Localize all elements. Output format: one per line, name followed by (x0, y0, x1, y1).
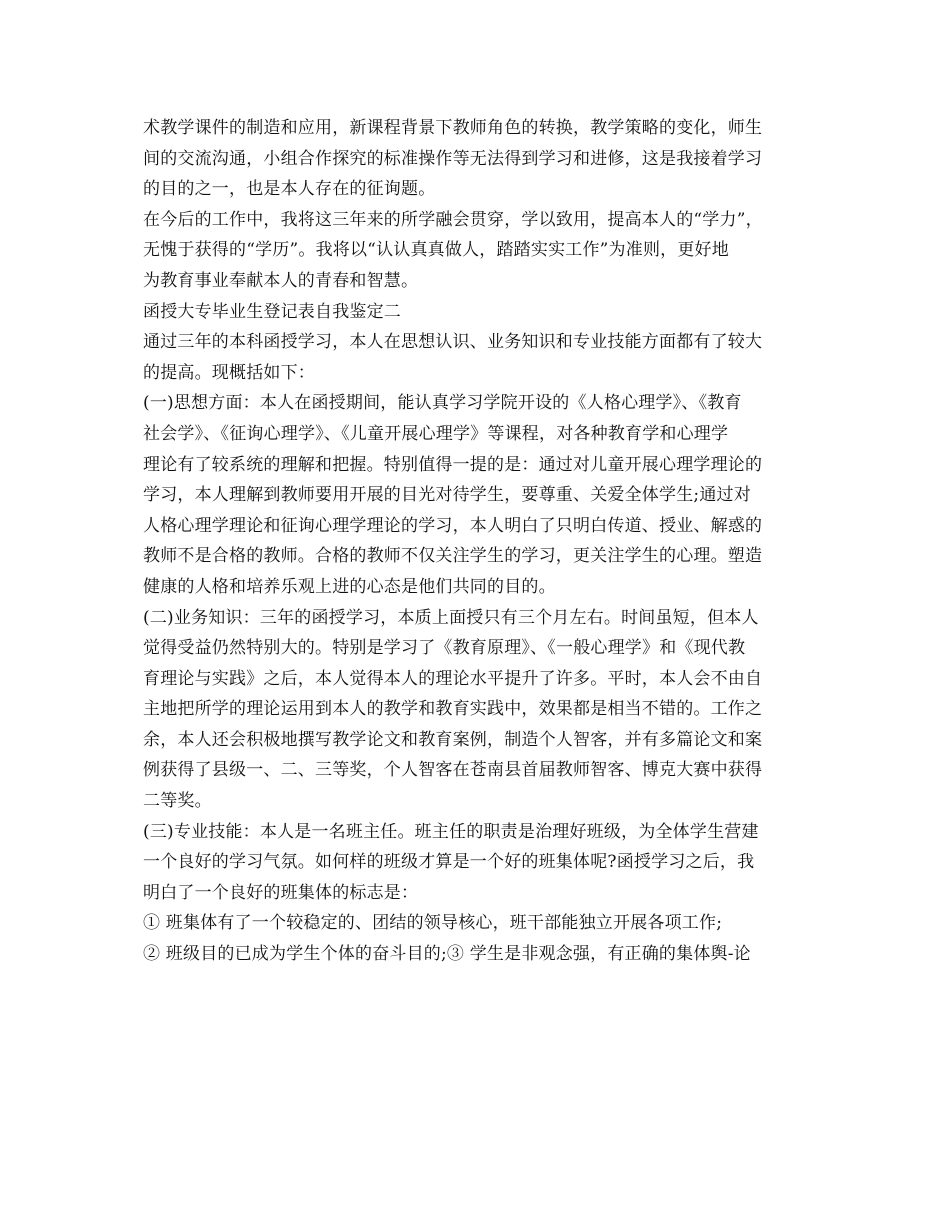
text-line: 理论有了较系统的理解和把握。特别值得一提的是：通过对儿童开展心理学理论的 (143, 454, 763, 475)
text-line: 余，本人还会积极地撰写教学论文和教育案例，制造个人智客，并有多篇论文和案 (143, 729, 763, 750)
text-line: 觉得受益仍然特别大的。特别是学习了《教育原理》、《一般心理学》和《现代教 (143, 638, 746, 659)
text-line: 学习，本人理解到教师要用开展的目光对待学生，要尊重、关爱全体学生;通过对 (143, 485, 751, 506)
text-line: 的目的之一，也是本人存在的征询题。 (143, 179, 436, 200)
text-line: 在今后的工作中，我将这三年来的所学融会贯穿，学以致用，提高本人的“学力”， (143, 209, 763, 230)
text-line: 健康的人格和培养乐观上进的心态是他们共同的目的。 (143, 576, 556, 597)
text-line: 一个良好的学习气氛。如何样的班级才算是一个好的班集体呢?函授学习之后，我 (143, 852, 755, 873)
text-line: (一)思想方面：本人在函授期间，能认真学习学院开设的《人格心理学》、《教育 (143, 393, 742, 414)
text-line: 的提高。现概括如下： (143, 362, 315, 383)
text-line: 术教学课件的制造和应用，新课程背景下教师角色的转换，教学策略的变化，师生 (143, 118, 763, 138)
text-line: ① 班集体有了一个较稳定的、团结的领导核心，班干部能独立开展各项工作; (143, 913, 723, 934)
text-line: 通过三年的本科函授学习，本人在思想认识、业务知识和专业技能方面都有了较大 (143, 332, 763, 353)
text-line: 教师不是合格的教师。合格的教师不仅关注学生的学习，更关注学生的心理。塑造 (143, 546, 763, 567)
text-line: 社会学》、《征询心理学》、《儿童开展心理学》等课程，对各种教育学和心理学 (143, 423, 729, 444)
text-line: 无愧于获得的“学历”。我将以“认认真真做人，踏踏实实工作”为准则，更好地 (143, 240, 729, 261)
text-line: 人格心理学理论和征询心理学理论的学习，本人明白了只明白传道、授业、解惑的 (143, 515, 763, 536)
text-line: 主地把所学的理论运用到本人的教学和教育实践中，效果都是相当不错的。工作之 (143, 699, 763, 720)
text-line: ② 班级目的已成为学生个体的奋斗目的;③ 学生是非观念强，有正确的集体舆-论 (143, 944, 751, 965)
document-body (143, 113, 823, 970)
text-line: (三)专业技能：本人是一名班主任。班主任的职责是治理好班级，为全体学生营建 (143, 821, 759, 842)
section-heading: 函授大专毕业生登记表自我鉴定二 (143, 301, 401, 322)
text-line: 间的交流沟通，小组合作探究的标准操作等无法得到学习和进修，这是我接着学习 (143, 148, 763, 169)
text-line: 为教育事业奉献本人的青春和智慧。 (143, 270, 419, 291)
text-line: 明白了一个良好的班集体的标志是： (143, 882, 419, 903)
text-line: 二等奖。 (143, 791, 212, 812)
text-line: 育理论与实践》之后，本人觉得本人的理论水平提升了许多。平时，本人会不由自 (143, 668, 763, 689)
text-line: 例获得了县级一、二、三等奖，个人智客在苍南县首届教师智客、博克大赛中获得 (143, 760, 763, 781)
text-line: (二)业务知识：三年的函授学习，本质上面授只有三个月左右。时间虽短，但本人 (143, 607, 759, 628)
